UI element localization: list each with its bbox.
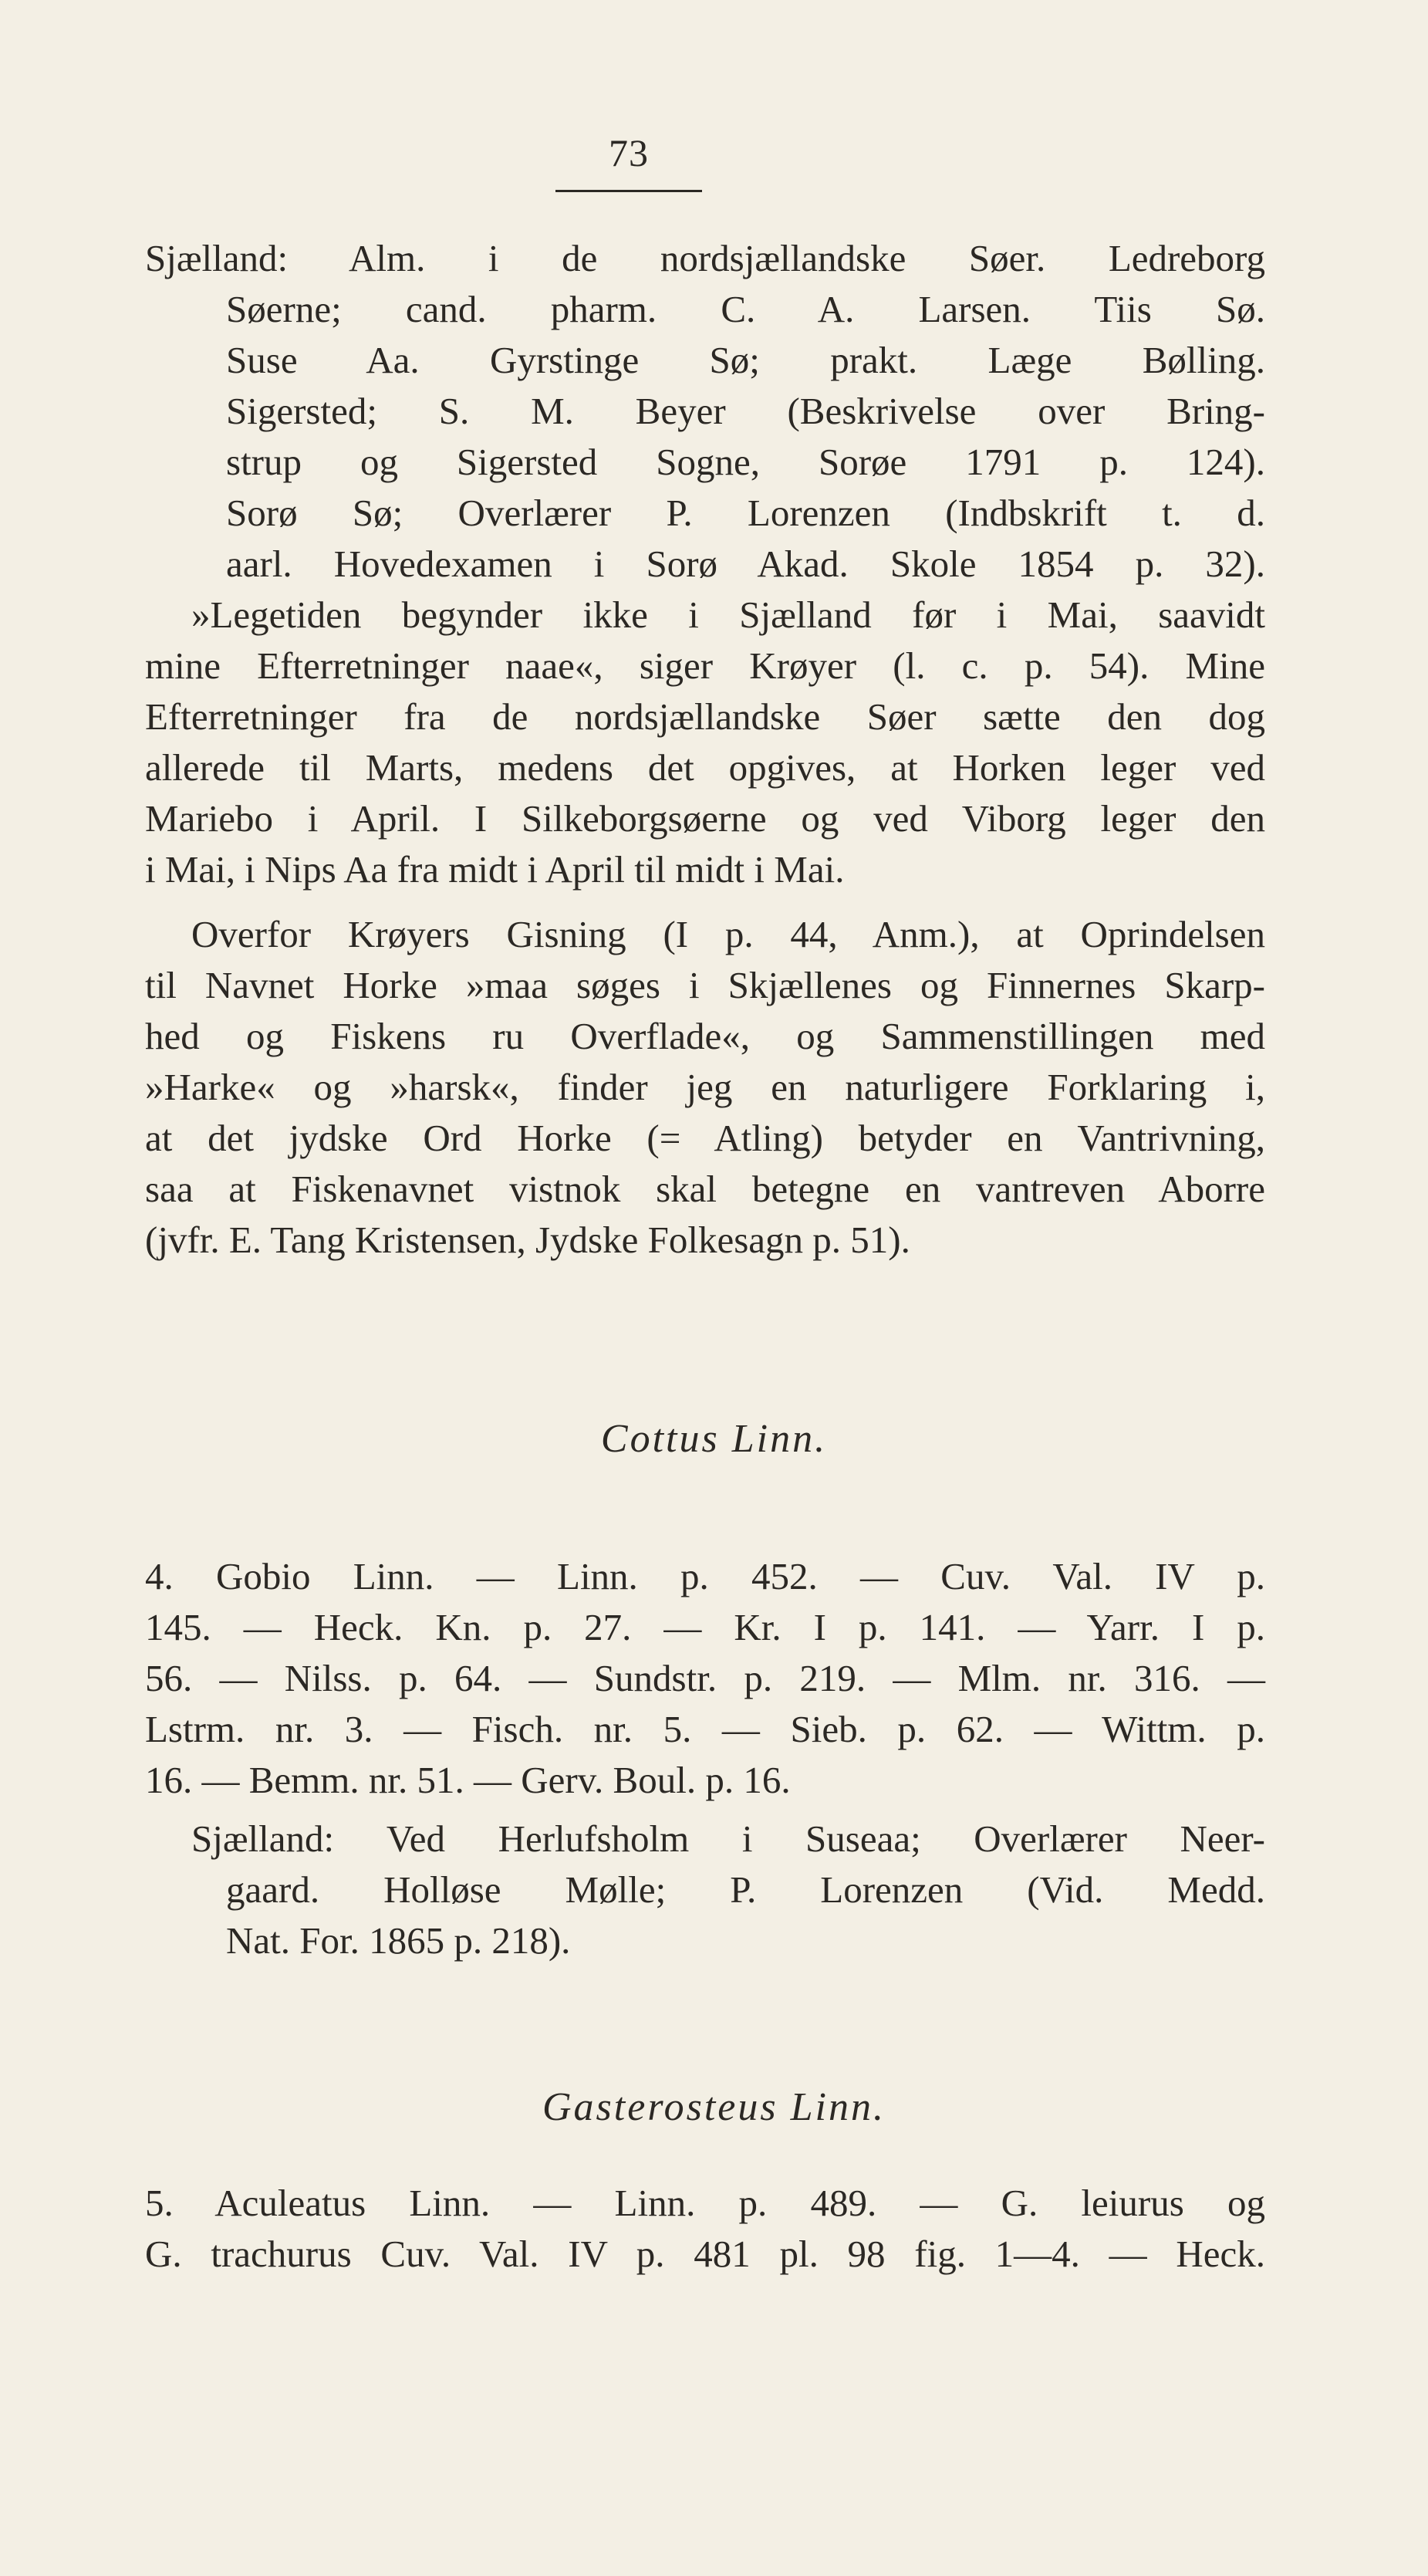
text-line: aarl. Hovedexamen i Sorø Akad. Skole 1854 p. 32). bbox=[226, 543, 1265, 585]
text-line: allerede til Marts, medens det opgives, at Horken leger ved bbox=[145, 746, 1265, 789]
text-line: i Mai, i Nips Aa fra midt i April til midt i Mai. bbox=[145, 848, 845, 891]
text-line: 5. Aculeatus Linn. — Linn. p. 489. — G. leiurus og bbox=[145, 2182, 1265, 2224]
text-line: hed og Fiskens ru Overflade«, og Sammenstillingen med bbox=[145, 1015, 1265, 1057]
text-line: Sorø Sø; Overlærer P. Lorenzen (Indbskrift t. d. bbox=[226, 492, 1265, 534]
page-number: 73 bbox=[609, 131, 649, 174]
text-line: Mariebo i April. I Silkeborgsøerne og ved Viborg leger den bbox=[145, 797, 1265, 840]
text-line: (jvfr. E. Tang Kristensen, Jydske Folkesagn p. 51). bbox=[145, 1219, 910, 1261]
text-line: at det jydske Ord Horke (= Atling) betyder en Vantrivning, bbox=[145, 1117, 1265, 1159]
text-line: Sigersted; S. M. Beyer (Beskrivelse over Bring- bbox=[226, 390, 1265, 432]
text-line: saa at Fiskenavnet vistnok skal betegne en vantreven Aborre bbox=[145, 1168, 1265, 1210]
text-line: »Legetiden begynder ikke i Sjælland før i Mai, saavidt bbox=[191, 593, 1265, 636]
text-line: »Harke« og »harsk«, finder jeg en naturligere Forklaring i, bbox=[145, 1066, 1265, 1108]
text-line: Nat. For. 1865 p. 218). bbox=[226, 1919, 571, 1962]
text-line: 4. Gobio Linn. — Linn. p. 452. — Cuv. Val. IV p. bbox=[145, 1555, 1265, 1597]
text-line: til Navnet Horke »maa søges i Skjællenes og Finnernes Skarp- bbox=[145, 964, 1265, 1006]
text-line: Overfor Krøyers Gisning (I p. 44, Anm.), at Oprindelsen bbox=[191, 913, 1265, 955]
text-line: Efterretninger fra de nordsjællandske Søer sætte den dog bbox=[145, 695, 1265, 738]
text-line: 16. — Bemm. nr. 51. — Gerv. Boul. p. 16. bbox=[145, 1759, 791, 1801]
section-heading: Gasterosteus Linn. bbox=[542, 2085, 886, 2129]
text-line: Sjælland: Ved Herlufsholm i Suseaa; Overlærer Neer- bbox=[191, 1817, 1265, 1860]
page-number-rule bbox=[555, 190, 702, 192]
text-line: Suse Aa. Gyrstinge Sø; prakt. Læge Bølling. bbox=[226, 339, 1265, 381]
text-line: G. trachurus Cuv. Val. IV p. 481 pl. 98 fig. 1—4. — Heck. bbox=[145, 2233, 1265, 2275]
text-line: 56. — Nilss. p. 64. — Sundstr. p. 219. — Mlm. nr. 316. — bbox=[145, 1657, 1265, 1699]
text-line: 145. — Heck. Kn. p. 27. — Kr. I p. 141. — Yarr. I p. bbox=[145, 1606, 1265, 1648]
text-line: gaard. Holløse Mølle; P. Lorenzen (Vid. Medd. bbox=[226, 1868, 1265, 1911]
text-line: mine Efterretninger naae«, siger Krøyer (l. c. p. 54). Mine bbox=[145, 644, 1265, 687]
text-line: Søerne; cand. pharm. C. A. Larsen. Tiis Sø. bbox=[226, 288, 1265, 330]
text-line: strup og Sigersted Sogne, Sorøe 1791 p. 124). bbox=[226, 441, 1265, 483]
text-line: Sjælland: Alm. i de nordsjællandske Søer. Ledreborg bbox=[145, 237, 1265, 279]
text-line: Lstrm. nr. 3. — Fisch. nr. 5. — Sieb. p. 62. — Wittm. p. bbox=[145, 1708, 1265, 1750]
section-heading: Cottus Linn. bbox=[600, 1417, 828, 1461]
